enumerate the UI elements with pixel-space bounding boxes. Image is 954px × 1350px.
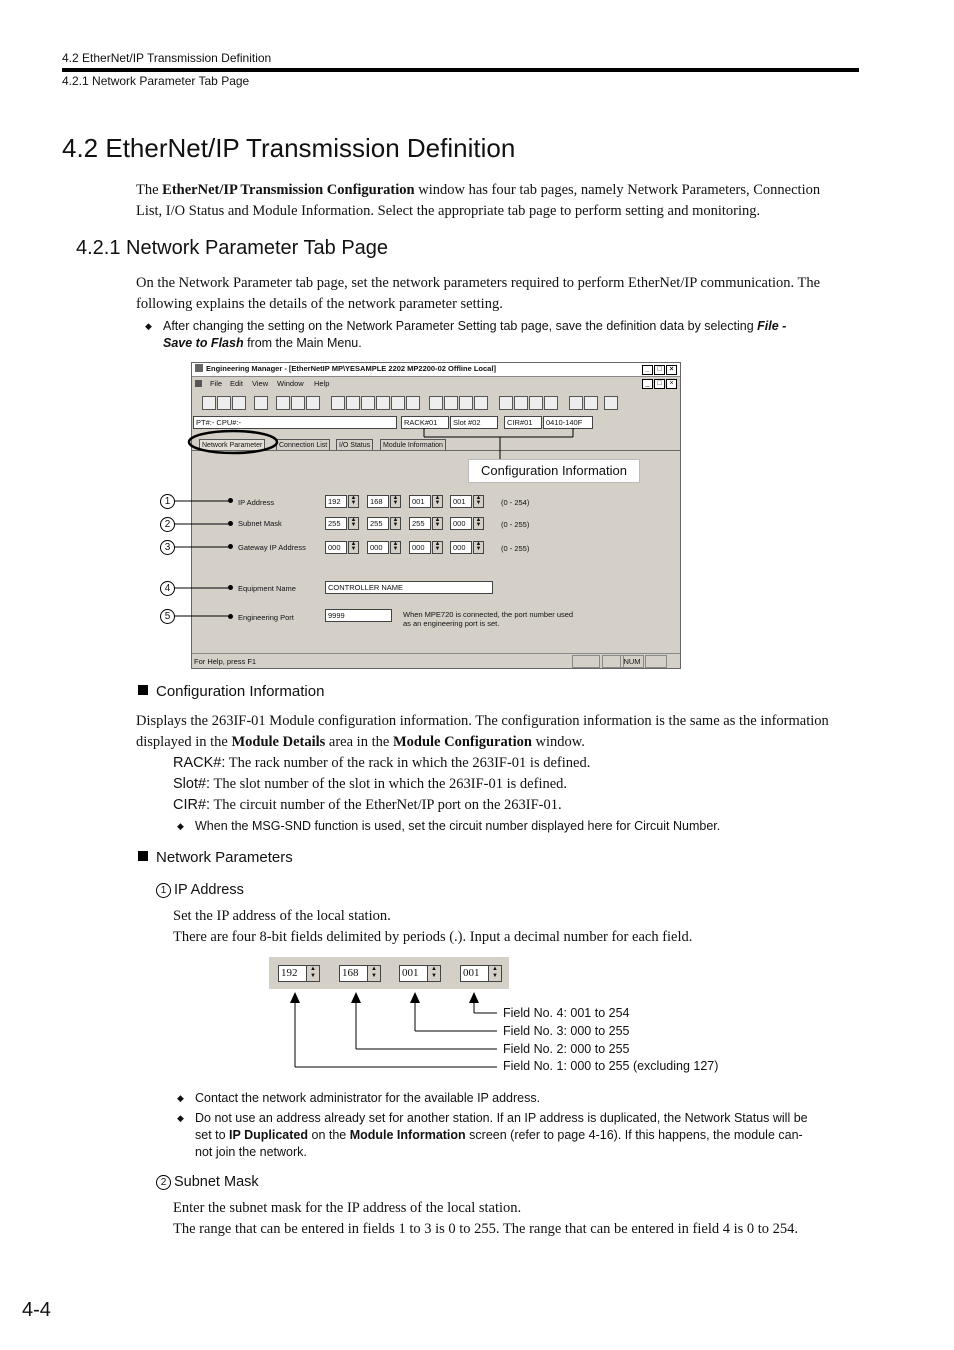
subnet-subheading-text: Subnet Mask xyxy=(174,1174,259,1190)
child-restore-icon[interactable]: □ xyxy=(654,379,665,389)
ip-field-1[interactable]: 192 xyxy=(325,495,347,508)
equipment-name-input[interactable]: CONTROLLER NAME xyxy=(325,581,493,594)
mask-spin-3[interactable]: ▲ ▼ xyxy=(432,517,443,530)
ip-field-2[interactable]: 168 xyxy=(367,495,389,508)
diagram-spin-3: ▲ ▼ xyxy=(427,965,441,982)
child-close-icon[interactable]: × xyxy=(666,379,677,389)
diagram-ip-field-3: 001 xyxy=(399,965,429,982)
tab-network-parameter[interactable]: Network Parameter xyxy=(199,439,265,451)
ip-address-label: IP Address xyxy=(238,498,275,507)
gw-field-1[interactable]: 000 xyxy=(325,541,347,554)
rack-text: The rack number of the rack in which the 263IF-01 is defined. xyxy=(225,755,591,771)
diagram-spin-2: ▲ ▼ xyxy=(367,965,381,982)
network-params-heading-text: Network Parameters xyxy=(156,849,293,866)
circle-number-5: 5 xyxy=(160,609,175,624)
close-icon[interactable]: × xyxy=(666,365,677,375)
ip-note-2-b3: on the xyxy=(308,1128,350,1142)
gw-field-4[interactable]: 000 xyxy=(450,541,472,554)
rack-key: RACK#: xyxy=(173,755,226,771)
field-label-2: Field No. 2: 000 to 255 xyxy=(503,1042,630,1056)
circle-number-2: 2 xyxy=(160,517,175,532)
intro-prefix: The xyxy=(136,182,163,198)
engineering-port-note-1: When MPE720 is connected, the port number used xyxy=(403,610,574,619)
diagram-ip-field-4: 001 xyxy=(460,965,490,982)
page-number: 4-4 xyxy=(22,1299,51,1321)
gw-spin-4[interactable]: ▲ ▼ xyxy=(473,541,484,554)
engineering-port-input[interactable]: 9999 xyxy=(325,609,392,622)
diagram-ip-field-2: 168 xyxy=(339,965,369,982)
cir-text: The circuit number of the EtherNet/IP port on the 263IF-01. xyxy=(210,797,562,813)
config-info-paragraph xyxy=(136,711,861,753)
arrowhead-icon xyxy=(290,992,300,1003)
ip-address-field-diagram xyxy=(269,957,509,989)
subnet-mask-label: Subnet Mask xyxy=(238,519,282,528)
note1-menu-save: Save to Flash xyxy=(163,336,244,350)
ip-note-2-b4: Module Information xyxy=(349,1128,466,1142)
configuration-information-callout: Configuration Information xyxy=(468,459,640,483)
ip-note-2-line1: Do not use an address already set for another station. If an IP address is duplicated, the Network Status will be xyxy=(195,1111,808,1125)
mask-range: (0 - 255) xyxy=(501,520,530,529)
page-title: 4.2 EtherNet/IP Transmission Definition xyxy=(62,133,516,163)
engineering-port-label: Engineering Port xyxy=(238,613,294,622)
diagram-spin-1: ▲ ▼ xyxy=(306,965,320,982)
config-line2-a: displayed in the xyxy=(136,734,232,750)
config-definitions xyxy=(173,753,863,816)
ip-note-1-text: Contact the network administrator for the available IP address. xyxy=(195,1091,541,1105)
highlight-ellipse xyxy=(189,431,277,453)
config-info-heading-text: Configuration Information xyxy=(156,683,325,700)
intro-line2: List, I/O Status and Module Information. Select the appropriate tab page to perform setting and monitoring. xyxy=(136,203,761,219)
config-line2-e: window. xyxy=(531,734,585,750)
ip-desc-line1: Set the IP address of the local station. xyxy=(173,908,391,924)
mask-spin-4[interactable]: ▲ ▼ xyxy=(473,517,484,530)
mask-field-4[interactable]: 000 xyxy=(450,517,472,530)
note1-text: After changing the setting on the Network Parameter Setting tab page, save the definition data by selecting xyxy=(163,319,758,333)
ip-field-4[interactable]: 001 xyxy=(450,495,472,508)
menu-view[interactable]: View xyxy=(252,379,269,388)
field-label-4: Field No. 4: 001 to 254 xyxy=(503,1006,630,1020)
slot-text: The slot number of the slot in which the 263IF-01 is defined. xyxy=(210,776,568,792)
ip-spin-1[interactable]: ▲ ▼ xyxy=(348,495,359,508)
child-minimize-icon[interactable]: _ xyxy=(642,379,653,389)
bullet-icon: ◆ xyxy=(177,821,184,831)
config-line2-d: Module Configuration xyxy=(392,734,532,750)
bullet-icon: ◆ xyxy=(177,1113,184,1123)
gw-spin-3[interactable]: ▲ ▼ xyxy=(432,541,443,554)
menu-file[interactable]: File xyxy=(210,379,223,388)
circle-number-4: 4 xyxy=(160,581,175,596)
gw-spin-1[interactable]: ▲ ▼ xyxy=(348,541,359,554)
menu-window[interactable]: Window xyxy=(277,379,304,388)
tab-io-status[interactable]: I/O Status xyxy=(336,439,373,451)
ip-note-2-b5: screen (refer to page 4-16). If this happens, the module can- xyxy=(465,1128,803,1142)
circle-number-icon: 1 xyxy=(156,883,171,898)
ip-note-1 xyxy=(177,1090,860,1107)
bullet-icon: ◆ xyxy=(145,321,152,331)
running-header-section: 4.2 EtherNet/IP Transmission Definition xyxy=(62,51,272,65)
menu-edit[interactable]: Edit xyxy=(230,379,243,388)
ip-spin-2[interactable]: ▲ ▼ xyxy=(390,495,401,508)
config-line2-b: Module Details xyxy=(231,734,326,750)
ip-address-subheading xyxy=(156,882,244,898)
ip-subheading-text: IP Address xyxy=(174,882,244,898)
config-info-line1: Displays the 263IF-01 Module configuration information. The configuration information is the same as the information xyxy=(136,713,829,729)
ip-note-2-b1: set to xyxy=(195,1128,230,1142)
arrowhead-icon xyxy=(351,992,361,1003)
subnet-desc-line1: Enter the subnet mask for the IP address of the local station. xyxy=(173,1200,522,1216)
gw-spin-2[interactable]: ▲ ▼ xyxy=(390,541,401,554)
diagram-ip-field-1: 192 xyxy=(278,965,308,982)
ip-address-description xyxy=(173,906,863,948)
section-para-line1: On the Network Parameter tab page, set the network parameters required to perform EtherNet/IP communication. The xyxy=(136,275,821,291)
ip-range: (0 - 254) xyxy=(501,498,530,507)
status-num: NUM xyxy=(620,655,644,668)
arrowhead-icon xyxy=(410,992,420,1003)
gw-range: (0 - 255) xyxy=(501,544,530,553)
menu-help[interactable]: Help xyxy=(314,379,330,388)
mask-field-3[interactable]: 255 xyxy=(409,517,431,530)
intro-bold: EtherNet/IP Transmission Configuration xyxy=(162,182,415,198)
circle-number-3: 3 xyxy=(160,540,175,555)
config-note xyxy=(177,818,860,835)
mask-field-1[interactable]: 255 xyxy=(325,517,347,530)
circle-number-icon: 2 xyxy=(156,1175,171,1190)
window-title: Engineering Manager - [EtherNetIP MP\YESAMPLE 2202 MP2200-02 Offline Local] xyxy=(206,364,496,373)
pt-cpu-field: PT#:- CPU#:- xyxy=(193,416,397,429)
mask-spin-2[interactable]: ▲ ▼ xyxy=(390,517,401,530)
bullet-icon: ◆ xyxy=(177,1093,184,1103)
section-title: 4.2.1 Network Parameter Tab Page xyxy=(76,237,389,259)
mask-field-2[interactable]: 255 xyxy=(367,517,389,530)
network-params-heading xyxy=(138,849,293,866)
equipment-name-label: Equipment Name xyxy=(238,584,296,593)
rack-field: RACK#01 xyxy=(401,416,449,429)
field-label-3: Field No. 3: 000 to 255 xyxy=(503,1024,630,1038)
ip-note-2-line3: not join the network. xyxy=(195,1145,307,1159)
intro-line1: window has four tab pages, namely Network Parameters, Connection xyxy=(414,182,821,198)
gateway-label: Gateway IP Address xyxy=(238,543,306,552)
arrowhead-icon xyxy=(469,992,479,1003)
ip-spin-3[interactable]: ▲ ▼ xyxy=(432,495,443,508)
note1-menu-file: File - xyxy=(757,319,787,333)
running-header-subsection: 4.2.1 Network Parameter Tab Page xyxy=(62,74,250,88)
slot-key: Slot#: xyxy=(173,776,211,792)
engineering-port-note-2: as an engineering port is set. xyxy=(403,619,500,628)
note1-tail: from the Main Menu. xyxy=(243,336,362,350)
cir-field: CIR#01 xyxy=(504,416,542,429)
tab-connection-list[interactable]: Connection List xyxy=(276,439,330,451)
ip-spin-4[interactable]: ▲ ▼ xyxy=(473,495,484,508)
square-bullet-icon xyxy=(138,851,148,861)
section-para-line2: following explains the details of the network parameter setting. xyxy=(136,296,503,312)
subnet-mask-description xyxy=(173,1198,863,1240)
subnet-mask-subheading xyxy=(156,1174,259,1190)
gw-field-2[interactable]: 000 xyxy=(367,541,389,554)
tab-module-information[interactable]: Module Information xyxy=(380,439,446,451)
ip-desc-line2: There are four 8-bit fields delimited by periods (.). Input a decimal number for each field. xyxy=(173,929,693,945)
config-note-text: When the MSG-SND function is used, set the circuit number displayed here for Circuit Number. xyxy=(195,819,721,833)
cir-key: CIR#: xyxy=(173,797,211,813)
field-label-1: Field No. 1: 000 to 255 (excluding 127) xyxy=(503,1059,719,1073)
config-line2-c: area in the xyxy=(325,734,393,750)
slot-field: Slot #02 xyxy=(450,416,498,429)
gw-field-3[interactable]: 000 xyxy=(409,541,431,554)
ip-note-2 xyxy=(177,1110,860,1161)
status-help-text: For Help, press F1 xyxy=(194,657,257,666)
maximize-icon[interactable]: □ xyxy=(654,365,665,375)
subnet-desc-line2: The range that can be entered in fields 1 to 3 is 0 to 255. The range that can be entered in field 4 is 0 to 254. xyxy=(173,1221,799,1237)
diagram-spin-4: ▲ ▼ xyxy=(488,965,502,982)
io-field: 0410-140F xyxy=(543,416,593,429)
ip-note-2-b2: IP Duplicated xyxy=(229,1128,309,1142)
minimize-icon[interactable]: _ xyxy=(642,365,653,375)
ip-field-3[interactable]: 001 xyxy=(409,495,431,508)
config-info-heading xyxy=(138,683,324,700)
mask-spin-1[interactable]: ▲ ▼ xyxy=(348,517,359,530)
square-bullet-icon xyxy=(138,685,148,695)
circle-number-1: 1 xyxy=(160,494,175,509)
